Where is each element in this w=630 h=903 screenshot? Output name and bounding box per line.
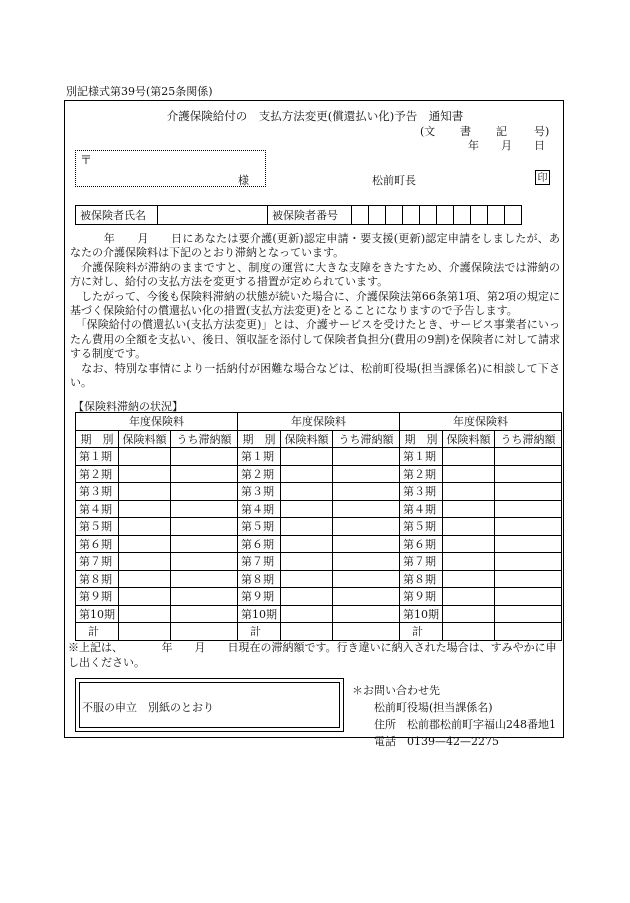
body-paragraph: したがって、今後も保険料滞納の状態が続いた場合に、介護保険法第66条第1項、第2項の規定に基づく保険給付の償還払い化の措置(支払方法変更)をとることになりますので予告します。 (70, 289, 560, 318)
premium-amount-cell[interactable] (119, 588, 171, 606)
arrears-amount-cell[interactable] (495, 535, 562, 553)
seal-mark: 印 (535, 170, 550, 185)
period-label: 第７期 (238, 553, 281, 571)
arrears-status-table (75, 412, 562, 641)
honorific: 様 (238, 174, 249, 187)
contact-address: 住所 松前郡松前町字福山248番地1 (374, 718, 556, 731)
period-label: 第１期 (76, 448, 119, 466)
premium-amount-cell[interactable] (443, 535, 495, 553)
table-row (76, 483, 562, 501)
arrears-amount-cell[interactable] (495, 605, 562, 623)
period-label: 第10期 (76, 605, 119, 623)
insured-number-cell[interactable] (369, 206, 386, 225)
period-label: 第８期 (238, 570, 281, 588)
arrears-amount-cell[interactable] (171, 448, 238, 466)
arrears-amount-cell[interactable] (495, 570, 562, 588)
arrears-amount-cell[interactable] (495, 623, 562, 641)
premium-amount-cell[interactable] (443, 465, 495, 483)
insured-number-cell[interactable] (471, 206, 488, 225)
contact-heading: ＊お問い合わせ先 (352, 684, 440, 697)
premium-amount-cell[interactable] (281, 465, 333, 483)
period-label: 第５期 (238, 518, 281, 536)
premium-amount-cell[interactable] (281, 535, 333, 553)
period-label: 第９期 (400, 588, 443, 606)
total-label: 計 (76, 623, 119, 641)
premium-amount-cell[interactable] (119, 465, 171, 483)
column-header: うち滞納額 (333, 430, 400, 448)
arrears-amount-cell[interactable] (495, 483, 562, 501)
insured-info-table (75, 205, 522, 225)
table-row (76, 535, 562, 553)
arrears-amount-cell[interactable] (333, 605, 400, 623)
arrears-amount-cell[interactable] (333, 570, 400, 588)
table-row (76, 518, 562, 536)
arrears-amount-cell[interactable] (495, 553, 562, 571)
premium-amount-cell[interactable] (443, 553, 495, 571)
period-label: 第９期 (238, 588, 281, 606)
year-group-header: 年度保険料 (400, 413, 562, 431)
arrears-amount-cell[interactable] (171, 623, 238, 641)
period-label: 第６期 (76, 535, 119, 553)
premium-amount-cell[interactable] (443, 448, 495, 466)
insured-number-cell[interactable] (505, 206, 522, 225)
premium-amount-cell[interactable] (443, 605, 495, 623)
arrears-amount-cell[interactable] (333, 465, 400, 483)
column-header: 期 別 (238, 430, 281, 448)
arrears-amount-cell[interactable] (333, 588, 400, 606)
premium-amount-cell[interactable] (443, 483, 495, 501)
arrears-amount-cell[interactable] (171, 465, 238, 483)
premium-amount-cell[interactable] (281, 605, 333, 623)
premium-amount-cell[interactable] (443, 500, 495, 518)
arrears-amount-cell[interactable] (171, 535, 238, 553)
premium-amount-cell[interactable] (443, 518, 495, 536)
premium-amount-cell[interactable] (281, 448, 333, 466)
arrears-amount-cell[interactable] (171, 553, 238, 571)
insured-number-cell[interactable] (437, 206, 454, 225)
period-label: 第10期 (238, 605, 281, 623)
form-label: 別記様式第39号(第25条関係) (66, 85, 213, 98)
period-label: 第１期 (238, 448, 281, 466)
appeal-text: 不服の申立 別紙のとおり (82, 701, 214, 714)
premium-amount-cell[interactable] (119, 500, 171, 518)
premium-amount-cell[interactable] (119, 570, 171, 588)
docnum-part: 書 (460, 125, 471, 138)
premium-amount-cell[interactable] (119, 448, 171, 466)
column-header: うち滞納額 (495, 430, 562, 448)
document-title: 介護保険給付の 支払方法変更(償還払い化)予告 通知書 (166, 109, 464, 123)
table-row (76, 570, 562, 588)
notice-body (70, 232, 560, 390)
insured-number-cell[interactable] (386, 206, 403, 225)
insured-number-cell[interactable] (403, 206, 420, 225)
insured-number-label: 被保険者番号 (268, 206, 352, 225)
insured-name-label: 被保険者氏名 (76, 206, 158, 225)
arrears-amount-cell[interactable] (495, 588, 562, 606)
arrears-amount-cell[interactable] (333, 500, 400, 518)
column-header: 保険料額 (443, 430, 495, 448)
column-header: 期 別 (76, 430, 119, 448)
column-header: 保険料額 (281, 430, 333, 448)
contact-office: 松前町役場(担当課係名) (374, 701, 493, 714)
body-paragraph: 「保険給付の償還払い(支払方法変更)」とは、介護サービスを受けたとき、サービス事業者にいったん費用の全額を支払い、後日、領収証を添付して保険者負担分(費用の9割)を保険者に対して請求する制度です。 (70, 318, 560, 361)
premium-amount-cell[interactable] (281, 570, 333, 588)
column-header: うち滞納額 (171, 430, 238, 448)
period-label: 第２期 (76, 465, 119, 483)
footnote: ※上記は、 年 月 日現在の滞納額です。行き違いに納入された場合は、すみやかに申し出ください。 (68, 641, 557, 669)
period-label: 第10期 (400, 605, 443, 623)
arrears-amount-cell[interactable] (171, 483, 238, 501)
premium-amount-cell[interactable] (443, 588, 495, 606)
section-title: 【保険料滞納の状況】 (73, 400, 183, 413)
insured-number-cell[interactable] (454, 206, 471, 225)
table-row (76, 588, 562, 606)
body-paragraph: 年 月 日にあなたは要介護(更新)認定申請・要支援(更新)認定申請をしましたが、あなたの介護保険料は下記のとおり滞納となっています。 (70, 232, 560, 260)
insured-number-cell[interactable] (420, 206, 437, 225)
premium-amount-cell[interactable] (443, 570, 495, 588)
period-label: 第８期 (76, 570, 119, 588)
arrears-amount-cell[interactable] (333, 535, 400, 553)
arrears-amount-cell[interactable] (171, 500, 238, 518)
period-label: 第４期 (400, 500, 443, 518)
total-label: 計 (400, 623, 443, 641)
period-label: 第９期 (76, 588, 119, 606)
docnum-part: (文 (420, 125, 436, 138)
contact-phone: 電話 0139—42—2275 (374, 735, 499, 748)
arrears-amount-cell[interactable] (333, 448, 400, 466)
arrears-amount-cell[interactable] (495, 518, 562, 536)
arrears-amount-cell[interactable] (333, 553, 400, 571)
year-group-header: 年度保険料 (76, 413, 238, 431)
insured-number-cell[interactable] (488, 206, 505, 225)
arrears-amount-cell[interactable] (495, 465, 562, 483)
arrears-amount-cell[interactable] (495, 448, 562, 466)
period-label: 第３期 (400, 483, 443, 501)
period-label: 第２期 (238, 465, 281, 483)
table-row (76, 500, 562, 518)
column-header: 保険料額 (119, 430, 171, 448)
premium-amount-cell[interactable] (119, 553, 171, 571)
period-label: 第４期 (76, 500, 119, 518)
period-label: 第７期 (76, 553, 119, 571)
arrears-amount-cell[interactable] (495, 500, 562, 518)
period-label: 第１期 (400, 448, 443, 466)
period-label: 第８期 (400, 570, 443, 588)
table-row (76, 605, 562, 623)
premium-amount-cell[interactable] (281, 553, 333, 571)
issue-date: 年 月 日 (468, 139, 545, 152)
premium-amount-cell[interactable] (281, 483, 333, 501)
period-label: 第７期 (400, 553, 443, 571)
postal-mark: 〒 (80, 153, 93, 167)
premium-amount-cell[interactable] (119, 623, 171, 641)
table-row (76, 448, 562, 466)
contact-info (352, 682, 556, 750)
arrears-amount-cell[interactable] (171, 518, 238, 536)
period-label: 第２期 (400, 465, 443, 483)
table-row (76, 465, 562, 483)
premium-amount-cell[interactable] (281, 500, 333, 518)
arrears-amount-cell[interactable] (171, 605, 238, 623)
arrears-amount-cell[interactable] (333, 483, 400, 501)
premium-amount-cell[interactable] (119, 483, 171, 501)
docnum-part: 号) (534, 125, 550, 138)
premium-amount-cell[interactable] (281, 588, 333, 606)
premium-amount-cell[interactable] (281, 518, 333, 536)
mayor-name: 松前町長 (372, 174, 416, 187)
arrears-amount-cell[interactable] (333, 518, 400, 536)
period-label: 第３期 (238, 483, 281, 501)
period-label: 第５期 (76, 518, 119, 536)
period-label: 第６期 (400, 535, 443, 553)
premium-amount-cell[interactable] (443, 623, 495, 641)
body-paragraph: 介護保険料が滞納のままですと、制度の運営に大きな支障をきたすため、介護保険法では滞納の方に対し、給付の支払方法を変更する措置が定められています。 (70, 260, 560, 289)
table-row (76, 623, 562, 641)
total-label: 計 (238, 623, 281, 641)
body-paragraph: なお、特別な事情により一括納付が困難な場合などは、松前町役場(担当課係名)に相談して下さい。 (70, 361, 560, 390)
premium-amount-cell[interactable] (119, 535, 171, 553)
year-group-header: 年度保険料 (238, 413, 400, 431)
column-header: 期 別 (400, 430, 443, 448)
insured-number-cell[interactable] (352, 206, 369, 225)
arrears-amount-cell[interactable] (171, 588, 238, 606)
table-row (76, 553, 562, 571)
premium-amount-cell[interactable] (119, 518, 171, 536)
period-label: 第４期 (238, 500, 281, 518)
premium-amount-cell[interactable] (281, 623, 333, 641)
insured-name-field[interactable] (158, 206, 268, 225)
arrears-amount-cell[interactable] (333, 623, 400, 641)
period-label: 第６期 (238, 535, 281, 553)
premium-amount-cell[interactable] (119, 605, 171, 623)
period-label: 第３期 (76, 483, 119, 501)
docnum-part: 記 (496, 125, 507, 138)
arrears-amount-cell[interactable] (171, 570, 238, 588)
period-label: 第５期 (400, 518, 443, 536)
